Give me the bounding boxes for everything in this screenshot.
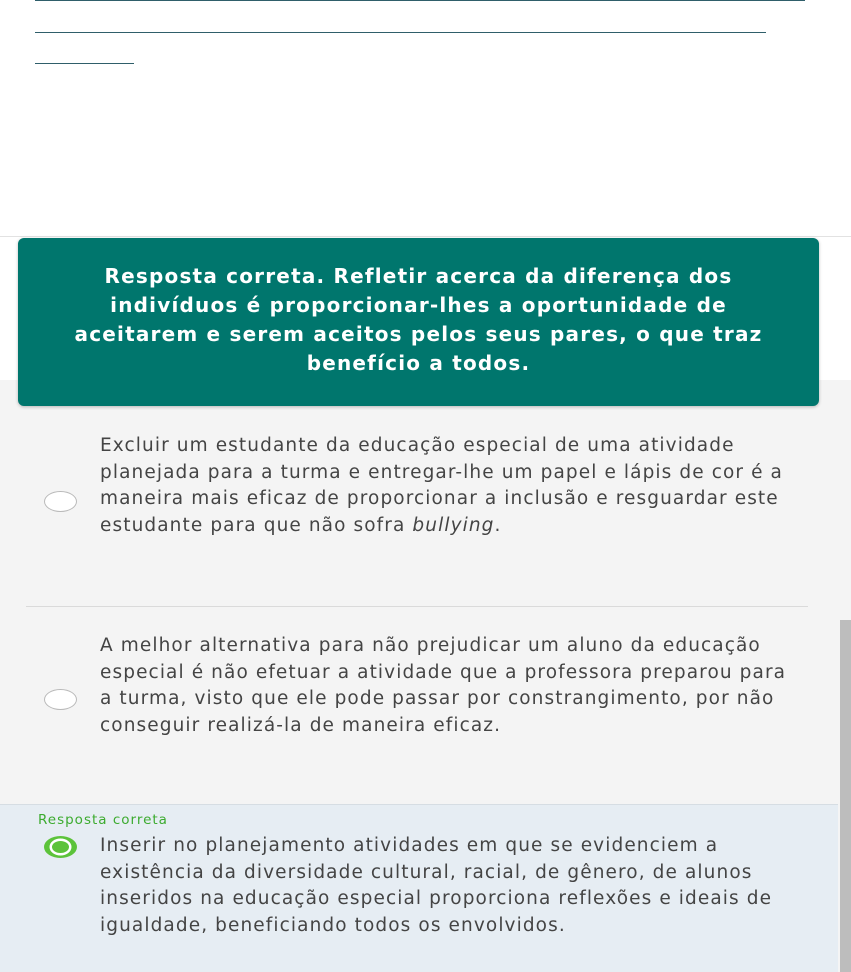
radio-checked-dot [52, 841, 69, 853]
answer-option-1-text: Excluir um estudante da educação especial de uma atividade planejada para a turma e entregar-lhe um papel e lápis de cor é a maneira mais eficaz de proporcionar a inclusão e resguardar este estudante para que não sofra bullying. [100, 435, 783, 536]
answer-option-1[interactable] [0, 430, 838, 600]
cropped-text-line-1 [35, 0, 805, 1]
cropped-text-line-2 [35, 32, 766, 33]
correct-answer-label: Resposta correta [38, 812, 168, 828]
answer-option-3-text: Inserir no planejamento atividades em que se evidenciem a existência da diversidade cultural, racial, de gênero, de alunos inseridos na educação especial proporciona reflexões e ideais de igualdade, beneficiando todos os envolvidos. [100, 835, 773, 936]
answer-option-2[interactable] [0, 630, 838, 800]
radio-unchecked-icon[interactable] [44, 689, 77, 710]
cropped-text-line-3 [35, 63, 134, 64]
answer-option-2-text: A melhor alternativa para não prejudicar um aluno da educação especial é não efetuar a atividade que a professora preparou para a turma, visto que ele pode passar por constrangimento, por não conseguir realizá-la de maneira eficaz. [100, 635, 787, 736]
option-divider [26, 606, 808, 607]
feedback-box [18, 238, 819, 406]
answer-option-1-italic: bullying [412, 514, 495, 536]
radio-checked-icon[interactable] [44, 836, 77, 858]
radio-unchecked-icon[interactable] [44, 491, 77, 512]
scrollbar[interactable] [840, 620, 851, 972]
feedback-text: Resposta correta. Refletir acerca da diferença dos indivíduos é proporcionar-lhes a oportunidade de aceitarem e serem aceitos pelos seus pares, o que traz benefício a todos. [74, 264, 763, 375]
